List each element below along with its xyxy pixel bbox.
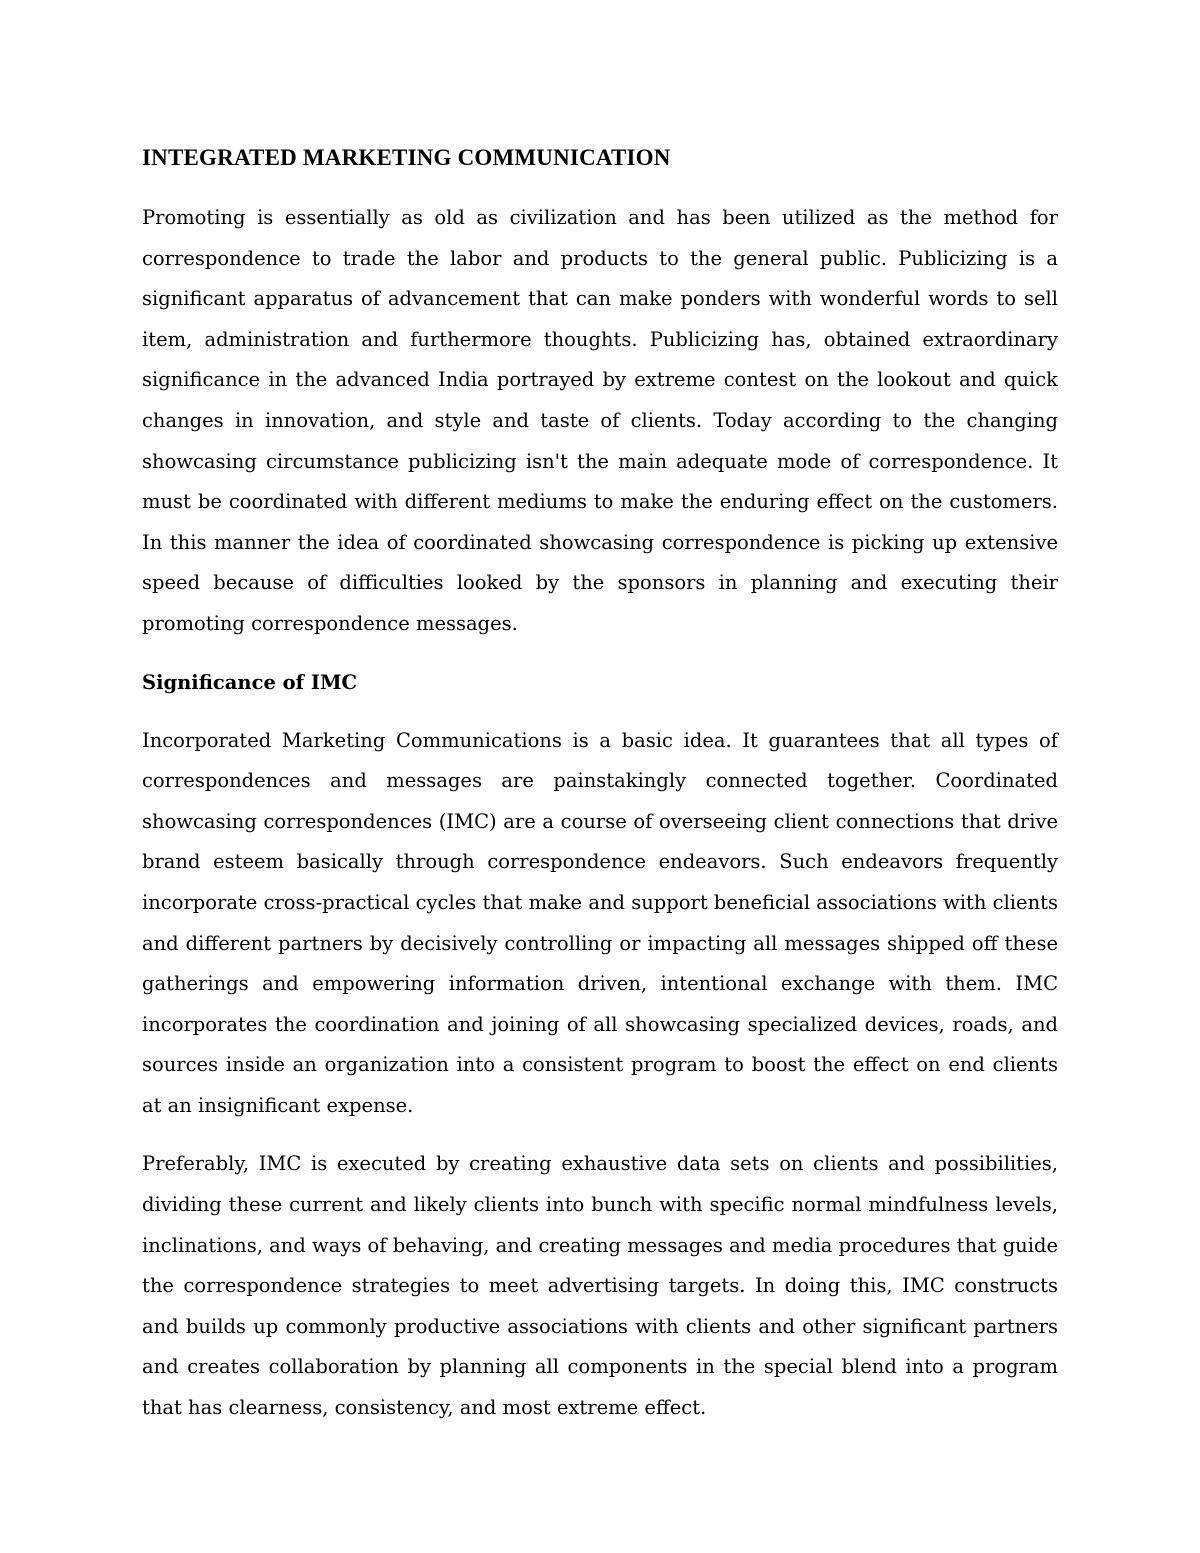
paragraph-imc-definition: Incorporated Marketing Communications is a basic idea. It guarantees that all types of correspondences and messages are painstakingly connected together. Coordinated showcasing correspondences (IMC) are a course of overseeing client connections that drive brand esteem basically through correspondence endeavors. Such endeavors frequently incorporate cross-practical cycles that make and support beneficial associations with clients and different partners by decisively controlling or impacting all messages shipped off these gatherings and empowering information driven, intentional exchange with them. IMC incorporates the coordination and joining of all showcasing specialized devices, roads, and sources inside an organization into a consistent program to boost the effect on end clients at an insignificant expense. <box>142 728 1058 1117</box>
document-title: INTEGRATED MARKETING COMMUNICATION <box>142 145 671 170</box>
paragraph-imc-execution: Preferably, IMC is executed by creating exhaustive data sets on clients and possibilities, dividing these current and likely clients into bunch with specific normal mindfulness levels, inclinations, and ways of behaving, and creating messages and media procedures that guide the correspondence strategies to meet advertising targets. In doing this, IMC constructs and builds up commonly productive associations with clients and other significant partners and creates collaboration by planning all components in the special blend into a program that has clearness, consistency, and most extreme effect. <box>142 1152 1059 1420</box>
paragraph-intro: Promoting is essentially as old as civilization and has been utilized as the method for correspondence to trade the labor and products to the general public. Publicizing is a significant apparatus of advancement that can make ponders with wonderful words to sell item, administration and furthermore thoughts. Publicizing has, obtained extraordinary significance in the advanced India portrayed by extreme contest on the lookout and quick changes in innovation, and style and taste of clients. Today according to the changing showcasing circumstance publicizing isn't the main adequate mode of correspondence. It must be coordinated with different mediums to make the enduring effect on the customers. In this manner the idea of coordinated showcasing correspondence is picking up extensive speed because of difficulties looked by the sponsors in planning and executing their promoting correspondence messages. <box>142 206 1058 635</box>
document-page <box>142 140 1058 1447</box>
section-heading: Significance of IMC <box>142 670 358 694</box>
